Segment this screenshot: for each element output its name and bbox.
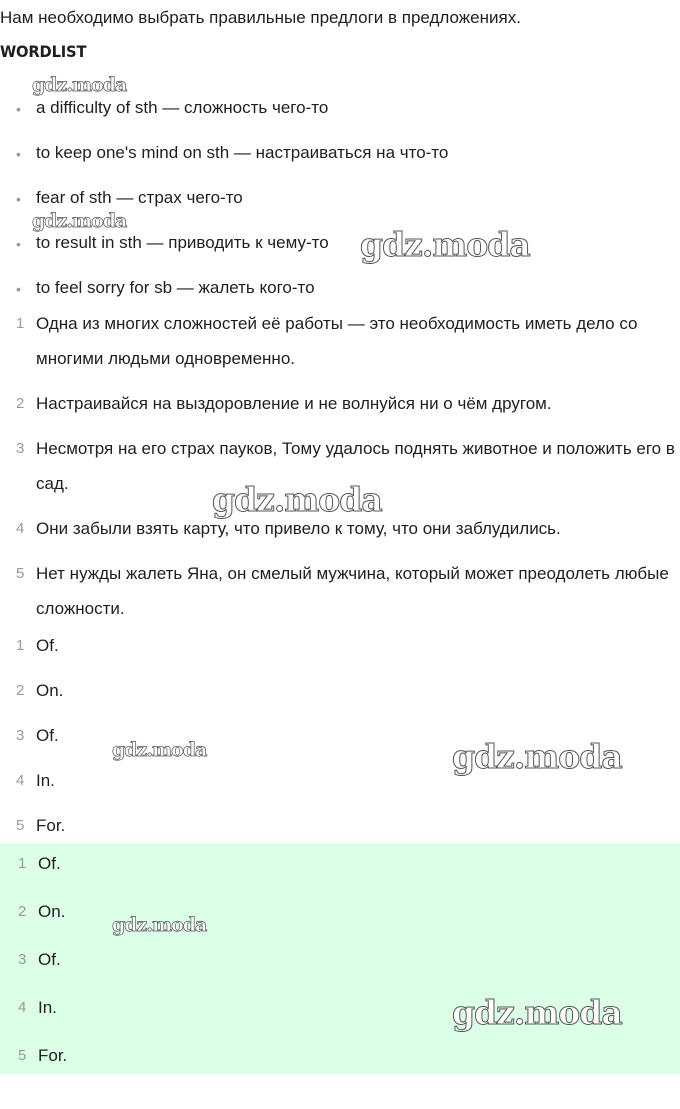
item-number: 4 — [18, 999, 27, 1016]
answer-box — [0, 843, 680, 1074]
answer-text: On. — [36, 681, 64, 700]
answer-text: Of. — [38, 950, 61, 969]
answer-text: On. — [38, 902, 66, 921]
answer-box-item — [0, 942, 680, 990]
translation-text: Несмотря на его страх пауков, Тому удалось поднять животное и положить его в сад. — [36, 439, 675, 493]
item-number: 3 — [16, 727, 25, 744]
watermark: gdz.moda — [32, 74, 127, 96]
translation-list — [0, 306, 680, 636]
answer-text: Of. — [36, 726, 59, 745]
translation-item — [0, 556, 680, 626]
item-number: 2 — [16, 682, 25, 699]
intro-text: Нам необходимо выбрать правильные предлоги в предложениях. — [0, 8, 521, 27]
item-number: 1 — [16, 637, 25, 654]
item-number: 2 — [16, 395, 25, 412]
item-number: 1 — [16, 315, 25, 332]
answer-text: Of. — [38, 854, 61, 873]
watermark: gdz.moda — [360, 225, 530, 264]
item-number: 3 — [16, 440, 25, 457]
answer-item — [0, 673, 680, 718]
item-number: 4 — [16, 520, 25, 537]
item-number: 5 — [16, 565, 25, 582]
answer-text: For. — [38, 1046, 68, 1065]
watermark: gdz.moda — [452, 737, 622, 776]
answer-item — [0, 718, 680, 763]
wordlist — [0, 93, 680, 318]
answer-item — [0, 763, 680, 808]
item-number: 2 — [18, 903, 27, 920]
answer-box-item — [0, 990, 680, 1038]
item-number: 4 — [16, 772, 25, 789]
wordlist-item: • a difficulty of sth — сложность чего-то — [0, 93, 680, 138]
translation-item — [0, 511, 680, 546]
translation-text: Одна из многих сложностей её работы — это необходимость иметь дело со многими людьми одновременно. — [36, 314, 638, 368]
item-number: 5 — [18, 1047, 27, 1064]
item-number: 1 — [18, 855, 27, 872]
answer-text: For. — [36, 816, 66, 835]
translation-text: Нет нужды жалеть Яна, он смелый мужчина, который может преодолеть любые сложности. — [36, 564, 669, 618]
answer-box-item — [0, 1038, 680, 1086]
translation-text: Настраивайся на выздоровление и не волнуйся ни о чём другом. — [36, 394, 552, 413]
item-number: 5 — [16, 817, 25, 834]
watermark: gdz.moda — [32, 210, 127, 232]
answer-item — [0, 628, 680, 673]
wordlist-heading: WORDLIST — [0, 42, 87, 61]
item-number: 3 — [18, 951, 27, 968]
answer-text: In. — [36, 771, 55, 790]
answer-box-item — [0, 894, 680, 942]
watermark: gdz.moda — [112, 914, 207, 936]
wordlist-item: • fear of sth — страх чего-то — [0, 183, 680, 228]
answer-list — [0, 628, 680, 853]
translation-text: Они забыли взять карту, что привело к тому, что они заблудились. — [36, 519, 561, 538]
answer-box-item — [0, 846, 680, 894]
translation-item — [0, 386, 680, 421]
translation-item — [0, 431, 680, 501]
wordlist-item: • to feel sorry for sb — жалеть кого-то — [0, 273, 680, 318]
wordlist-item: • to result in sth — приводить к чему-то — [0, 228, 680, 273]
watermark: gdz.moda — [212, 480, 382, 519]
wordlist-item: • to keep one's mind on sth — настраиваться на что-то — [0, 138, 680, 183]
watermark: gdz.moda — [452, 993, 622, 1032]
watermark: gdz.moda — [112, 739, 207, 761]
answer-text: Of. — [36, 636, 59, 655]
answer-text: In. — [38, 998, 57, 1017]
translation-item — [0, 306, 680, 376]
